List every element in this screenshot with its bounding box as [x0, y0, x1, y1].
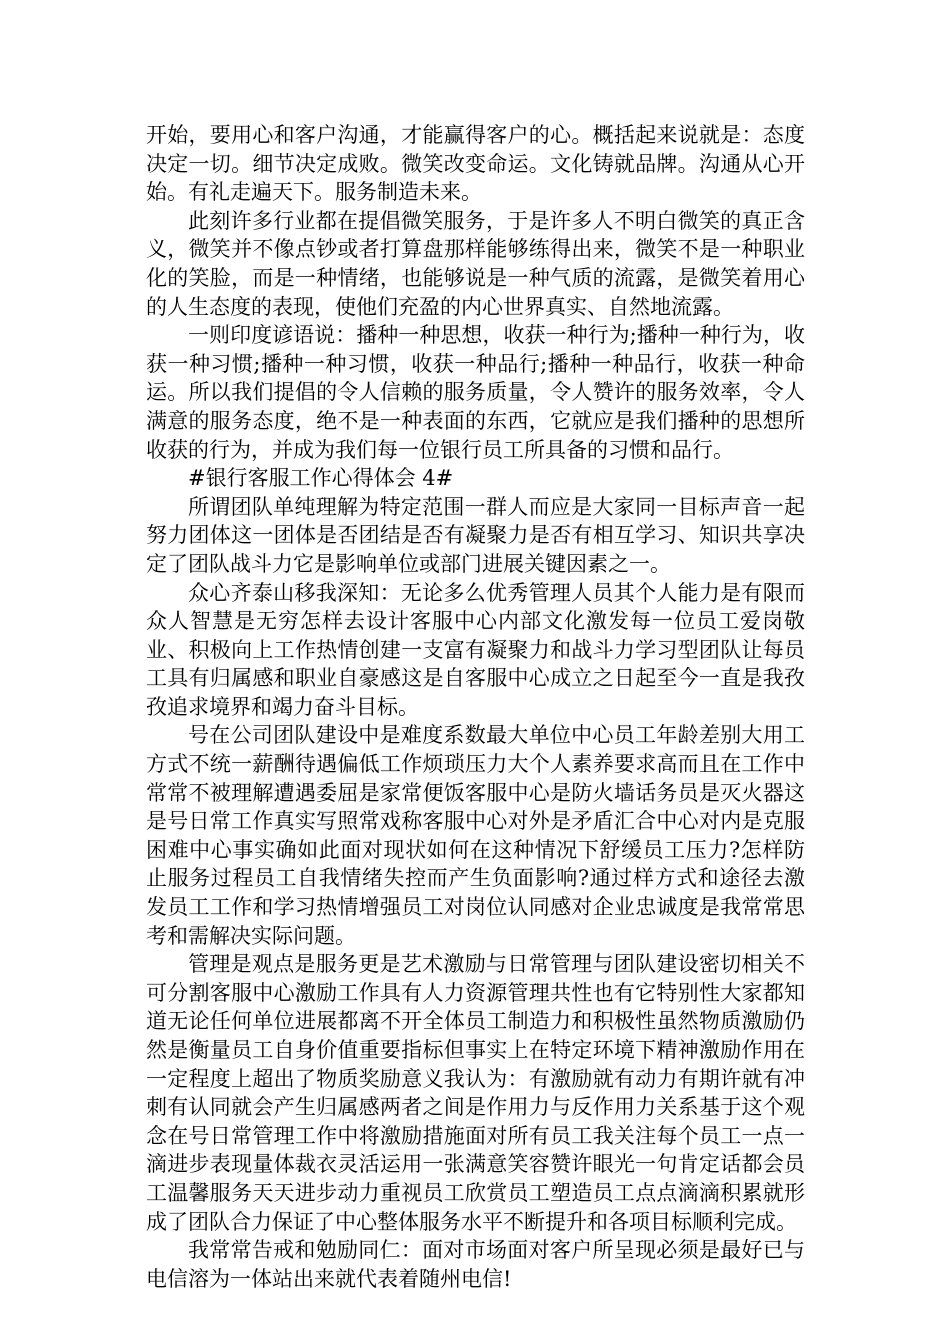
paragraph-8: 管理是观点是服务更是艺术激励与日常管理与团队建设密切相关不可分割客服中心激励工作具有人力资源管理共性也有它特别性大家都知道无论任何单位进展都离不开全体员工制造力和积极性虽然物质激励仍然是衡量员工自身价值重要指标但事实上在特定环境下精神激励作用在一定程度上超出了物质奖励意义我认为：有激励就有动力有期许就有冲刺有认同就会产生归属感两者之间是作用力与反作用力关系基于这个观念在号日常管理工作中将激励措施面对所有员工我关注每个员工一点一滴进步表现量体裁衣灵活运用一张满意笑容赞许眼光一句肯定话都会员工温馨服务天天进步动力重视员工欣赏员工塑造员工点点滴滴积累就形成了团队合力保证了中心整体服务水平不断提升和各项目标顺利完成。 — [146, 952, 805, 1234]
paragraph-6: 众心齐泰山移我深知：无论多么优秀管理人员其个人能力是有限而众人智慧是无穷怎样去设计客服中心内部文化激发每一位员工爱岗敬业、积极向上工作热情创建一支富有凝聚力和战斗力学习型团队让每员工具有归属感和职业自豪感这是自客服中心成立之日起至今一直是我孜孜追求境界和竭力奋斗目标。 — [146, 580, 805, 719]
paragraph-7: 号在公司团队建设中是难度系数最大单位中心员工年龄差别大用工方式不统一薪酬待遇偏低工作烦琐压力大个人素养要求高而且在工作中常常不被理解遭遇委屈是家常便饭客服中心是防火墙话务员是灭火器这是号日常工作真实写照常戏称客服中心对外是矛盾汇合中心对内是克服困难中心事实确如此面对现状如何在这种情况下舒缓员工压力?怎样防止服务过程员工自我情绪失控而产生负面影响?通过样方式和途径去激发员工工作和学习热情增强员工对岗位认同感对企业忠诚度是我常常思考和需解决实际问题。 — [146, 723, 805, 948]
paragraph-1: 开始，要用心和客户沟通，才能赢得客户的心。概括起来说就是：态度决定一切。细节决定成败。微笑改变命运。文化铸就品牌。沟通从心开始。有礼走遍天下。服务制造未来。 — [146, 123, 805, 205]
paragraph-2: 此刻许多行业都在提倡微笑服务，于是许多人不明白微笑的真正含义，微笑并不像点钞或者打算盘那样能够练得出来，微笑不是一种职业化的笑脸，而是一种情绪，也能够说是一种气质的流露，是微笑着用心的人生态度的表现，使他们充盈的内心世界真实、自然地流露。 — [146, 208, 805, 319]
section-heading: #银行客服工作心得体会 4# — [188, 466, 454, 491]
paragraph-9: 我常常告戒和勉励同仁：面对市场面对客户所呈现必须是最好已与电信溶为一体站出来就代表着随州电信! — [146, 1238, 805, 1291]
paragraph-3: 一则印度谚语说：播种一种思想，收获一种行为;播种一种行为，收获一种习惯;播种一种习惯，收获一种品行;播种一种品行，收获一种命运。所以我们提倡的令人信赖的服务质量，令人赞许的服务效率，令人满意的服务态度，绝不是一种表面的东西，它就应是我们播种的思想所收获的行为，并成为我们每一位银行员工所具备的习惯和品行。 — [146, 323, 805, 462]
paragraph-5: 所谓团队单纯理解为特定范围一群人而应是大家同一目标声音一起努力团体这一团体是否团结是否有凝聚力是否有相互学习、知识共享决定了团队战斗力它是影响单位或部门进展关键因素之一。 — [146, 494, 805, 576]
